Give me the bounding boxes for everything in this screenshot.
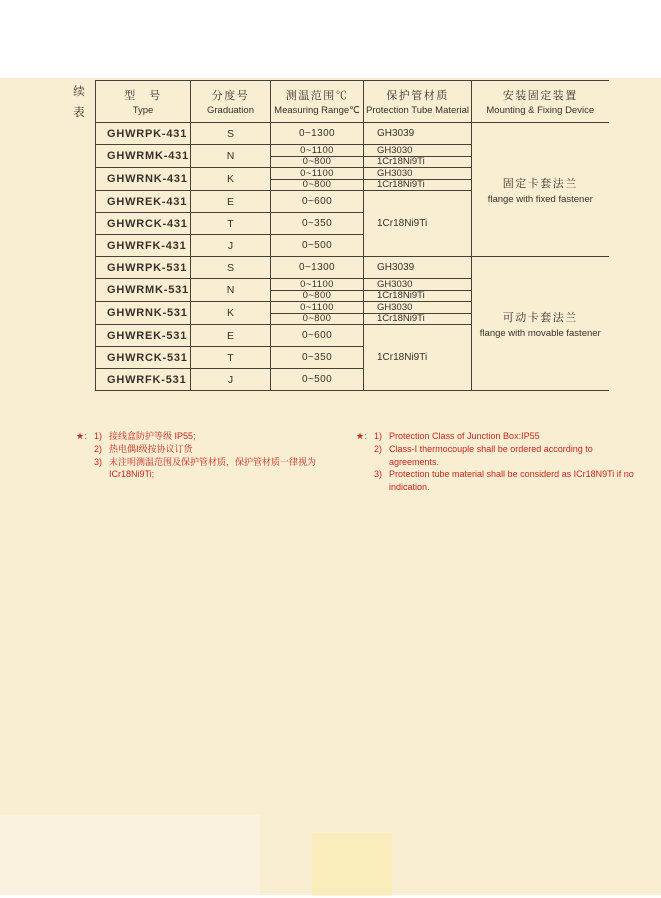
- graduation-cell: E: [191, 191, 271, 213]
- type-cell: GHWREK-531: [96, 325, 191, 347]
- star-icon: ★:: [76, 431, 87, 441]
- continued-char-1: 续: [73, 86, 85, 98]
- material-lower: 1Cr18Ni9Ti: [377, 157, 425, 167]
- material-cell-split: [364, 279, 472, 302]
- type-cell: GHWRCK-531: [96, 347, 191, 369]
- range-lower: 0~800: [302, 157, 332, 167]
- footnote-number: 3): [374, 469, 383, 480]
- graduation-cell: S: [191, 123, 271, 145]
- type-cell: GHWRPK-431: [96, 123, 191, 145]
- range-lower: 0~800: [302, 291, 332, 301]
- header-range-zh: 测温范围℃: [285, 90, 349, 102]
- graduation-cell: K: [191, 302, 271, 325]
- material-cell-split: [364, 302, 472, 325]
- material-lower: 1Cr18Ni9Ti: [377, 314, 425, 324]
- range-cell-split: [271, 302, 364, 325]
- material-upper: GH3030: [364, 279, 471, 291]
- scan-artifact: [0, 815, 260, 895]
- footnote-item: [94, 456, 346, 482]
- type-cell: GHWRNK-531: [96, 302, 191, 325]
- footnote-text: Protection Class of Junction Box:IP55: [389, 431, 540, 441]
- header-graduation: [191, 81, 271, 123]
- footnote-number: 2): [374, 443, 383, 454]
- header-mounting-zh: 安装固定装置: [502, 90, 578, 102]
- footnote-text: 热电偶Ⅰ级按协议订货: [109, 443, 193, 454]
- graduation-cell: N: [191, 145, 271, 168]
- continued-table-label: [71, 82, 87, 124]
- table-row: [96, 257, 609, 279]
- range-upper: 0~1100: [271, 302, 363, 314]
- range-cell: 0~500: [271, 369, 364, 391]
- footnote-item: [374, 443, 640, 469]
- range-cell: 0~600: [271, 191, 364, 213]
- material-cell-split: [364, 145, 472, 168]
- footnote-item: [94, 443, 346, 456]
- graduation-cell: J: [191, 235, 271, 257]
- footnote-number: 3): [94, 456, 103, 467]
- footnote-item: [94, 430, 346, 443]
- header-graduation-zh: 分度号: [211, 90, 250, 102]
- graduation-cell: J: [191, 369, 271, 391]
- type-cell: GHWRNK-431: [96, 168, 191, 191]
- footnote-text: Class-Ⅰ thermocouple shall be ordered according to agreements.: [389, 443, 593, 467]
- range-cell: 0~1300: [271, 257, 364, 279]
- type-cell: GHWRFK-431: [96, 235, 191, 257]
- mounting-cell-movable: [472, 257, 609, 391]
- range-upper: 0~1100: [271, 279, 363, 291]
- header-type-zh: 型 号: [124, 90, 162, 102]
- header-type-en: Type: [132, 105, 154, 116]
- material-lower: 1Cr18Ni9Ti: [377, 291, 425, 301]
- graduation-cell: N: [191, 279, 271, 302]
- range-cell: 0~350: [271, 347, 364, 369]
- table-row: [96, 123, 609, 145]
- footnote-text: 未注明测温范围及保护管材质，保护管材质一律视为 ICr18Ni9Ti;: [109, 456, 317, 480]
- range-cell-split: [271, 279, 364, 302]
- header-row: [96, 81, 609, 123]
- header-material-en: Protection Tube Material: [366, 105, 469, 116]
- footnote-number: 1): [94, 431, 103, 441]
- footnote-block-english: [356, 430, 640, 494]
- material-cell-merged: 1Cr18Ni9Ti: [364, 325, 472, 391]
- footnote-text: 接线盒防护等级 IP55;: [109, 431, 196, 441]
- mounting-fixed-zh: 固定卡套法兰: [502, 177, 578, 190]
- graduation-cell: K: [191, 168, 271, 191]
- material-cell-merged: 1Cr18Ni9Ti: [364, 191, 472, 257]
- footnote-text: Protection tube material shall be considerd as ICr18N9Ti if no indication.: [389, 469, 634, 493]
- graduation-cell: S: [191, 257, 271, 279]
- type-cell: GHWRCK-431: [96, 213, 191, 235]
- header-graduation-en: Graduation: [206, 105, 254, 116]
- range-cell: 0~350: [271, 213, 364, 235]
- footnote-item: [374, 468, 640, 494]
- graduation-cell: T: [191, 347, 271, 369]
- header-material-zh: 保护管材质: [386, 90, 449, 102]
- material-cell: GH3039: [364, 123, 472, 145]
- continued-char-2: 表: [73, 107, 85, 119]
- material-upper: GH3030: [364, 302, 471, 314]
- material-upper: GH3030: [364, 168, 471, 180]
- type-cell: GHWREK-431: [96, 191, 191, 213]
- graduation-cell: T: [191, 213, 271, 235]
- thermocouple-spec-table: [95, 80, 609, 391]
- type-cell: GHWRFK-531: [96, 369, 191, 391]
- mounting-movable-zh: 可动卡套法兰: [502, 311, 578, 324]
- header-mounting-en: Mounting & Fixing Device: [486, 105, 595, 116]
- header-range: [271, 81, 364, 123]
- header-mounting: [472, 81, 609, 123]
- footnote-number: 2): [94, 443, 103, 454]
- graduation-cell: E: [191, 325, 271, 347]
- range-cell-split: [271, 145, 364, 168]
- footnote-block-chinese: [76, 430, 346, 481]
- mounting-cell-fixed: [472, 123, 609, 257]
- range-cell: 0~500: [271, 235, 364, 257]
- type-cell: GHWRMK-431: [96, 145, 191, 168]
- type-cell: GHWRMK-531: [96, 279, 191, 302]
- range-lower: 0~800: [302, 314, 332, 324]
- type-cell: GHWRPK-531: [96, 257, 191, 279]
- range-upper: 0~1100: [271, 145, 363, 157]
- header-range-en: Measuring Range℃: [274, 105, 360, 116]
- material-lower: 1Cr18Ni9Ti: [377, 180, 425, 190]
- material-cell-split: [364, 168, 472, 191]
- mounting-fixed-en: flange with fixed fastener: [487, 193, 593, 205]
- range-lower: 0~800: [302, 180, 332, 190]
- material-cell: GH3039: [364, 257, 472, 279]
- mounting-movable-en: flange with movable fastener: [479, 327, 601, 339]
- range-cell: 0~1300: [271, 123, 364, 145]
- material-upper: GH3030: [364, 145, 471, 157]
- range-cell-split: [271, 168, 364, 191]
- header-type: [96, 81, 191, 123]
- header-material: [364, 81, 472, 123]
- footnote-number: 1): [374, 431, 383, 441]
- star-icon: ★:: [356, 431, 367, 441]
- scan-artifact: [312, 833, 392, 896]
- range-upper: 0~1100: [271, 168, 363, 180]
- footnote-item: [374, 430, 640, 443]
- range-cell: 0~600: [271, 325, 364, 347]
